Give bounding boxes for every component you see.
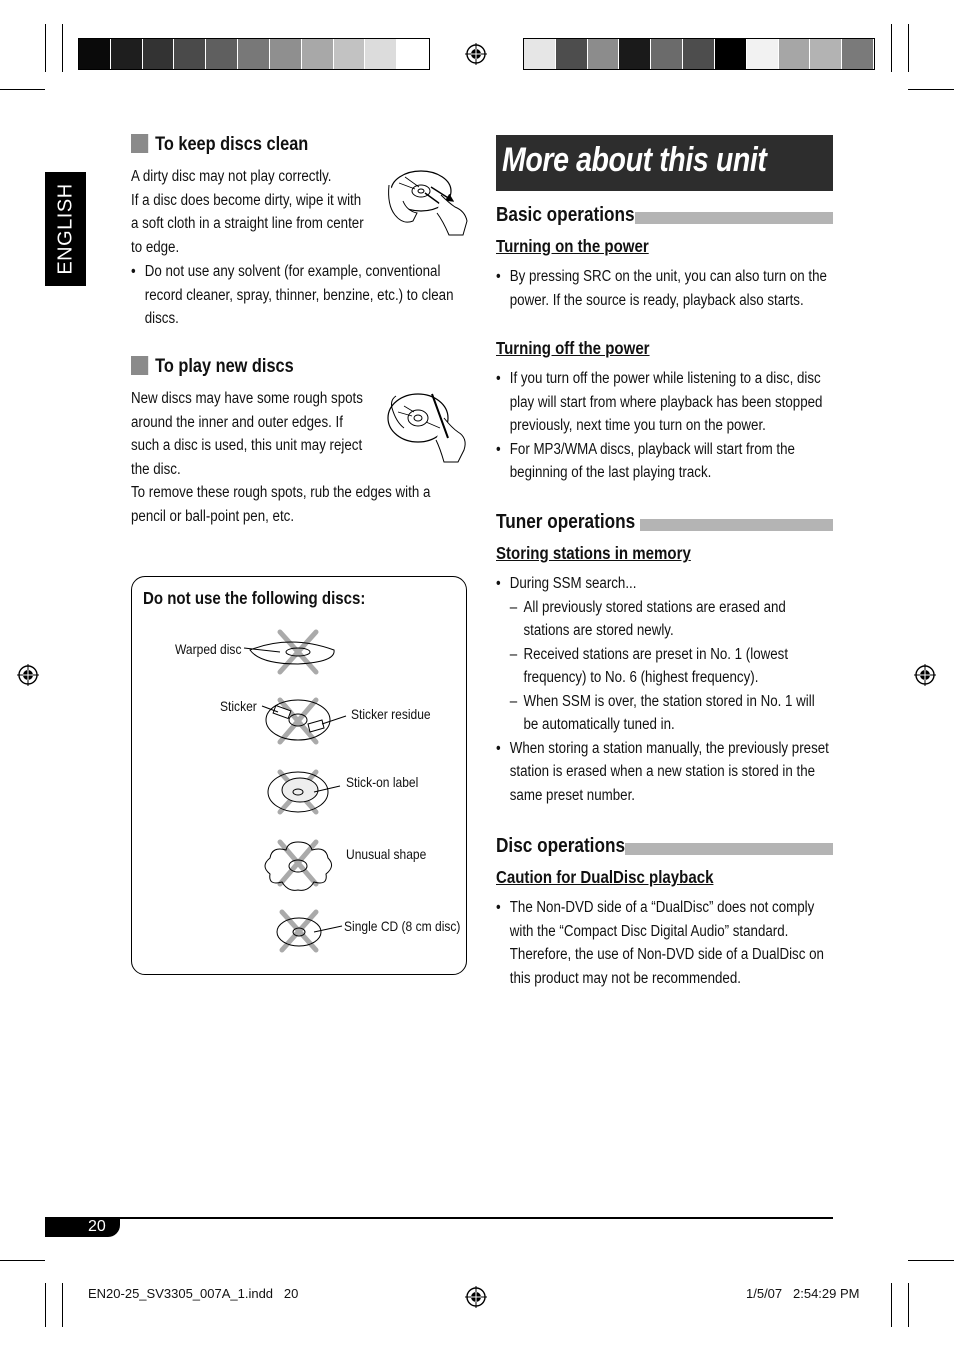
label-single-cd: Single CD (8 cm disc) bbox=[344, 918, 461, 934]
crop-mark bbox=[908, 1283, 909, 1327]
do-not-use-title: Do not use the following discs: bbox=[143, 588, 366, 608]
wipe-disc-illustration bbox=[385, 165, 469, 241]
crop-mark bbox=[62, 24, 63, 72]
crop-mark bbox=[0, 89, 45, 90]
footer-rule bbox=[45, 1217, 833, 1219]
color-swatch bbox=[206, 39, 238, 69]
new-discs-text: New discs may have some rough spots around the inner and outer edges. If such a disc is used, this unit may reject the disc. bbox=[131, 390, 363, 478]
pencil-disc-illustration bbox=[382, 388, 470, 464]
keep-clean-bullet: • Do not use any solvent (for example, conventional record cleaner, spray, thinner, benzine, etc.) to clean discs. bbox=[131, 260, 462, 331]
crop-mark bbox=[891, 24, 892, 72]
storing-stations-title: Storing stations in memory bbox=[496, 543, 691, 563]
color-swatch bbox=[174, 39, 206, 69]
color-swatch bbox=[397, 39, 429, 69]
keep-clean-text: A dirty disc may not play correctly. If a disc does become dirty, wipe it with a soft cloth in a straight line from center to edge. bbox=[131, 168, 364, 256]
registration-mark-icon bbox=[465, 1286, 487, 1308]
crop-mark bbox=[908, 24, 909, 72]
crop-mark bbox=[45, 24, 46, 72]
label-stick-on: Stick-on label bbox=[346, 774, 419, 790]
storing-stations-text: • During SSM search... – All previously stored stations are erased and stations are stored newly. – Received stations are preset in No. 1 (lowest frequency) to No. 6 (highest frequency). – When SSM is over, the station stored in No. 1 will be automatically tuned in. • When storing a station manually, the previously preset station is erased when a new station is stored in the same preset number. bbox=[496, 572, 831, 807]
heading-square-icon bbox=[131, 134, 148, 153]
heading-square-icon bbox=[131, 356, 148, 375]
page-number: 20 bbox=[88, 1218, 106, 1235]
color-swatch bbox=[683, 39, 715, 69]
slug-file: EN20-25_SV3305_007A_1.indd 20 bbox=[88, 1286, 299, 1301]
tuner-operations-heading: Tuner operations bbox=[496, 511, 833, 535]
registration-mark-icon bbox=[914, 664, 936, 686]
label-warped-disc: Warped disc bbox=[175, 641, 242, 657]
keep-clean-heading: To keep discs clean bbox=[131, 134, 308, 156]
turning-on-text: • By pressing SRC on the unit, you can also turn on the power. If the source is ready, playback also starts. bbox=[496, 265, 831, 312]
bad-discs-illustration bbox=[150, 620, 460, 965]
turning-off-text: • If you turn off the power while listening to a disc, disc play will start from where playback has been stopped previously, next time you turn on the power. • For MP3/WMA discs, playback will start from the beginning of the last playing track. bbox=[496, 367, 831, 485]
new-discs-para: To remove these rough spots, rub the edges with a pencil or ball-point pen, etc. bbox=[131, 484, 431, 525]
registration-mark-icon bbox=[17, 664, 39, 686]
crop-mark bbox=[0, 1260, 45, 1261]
language-label: ENGLISH bbox=[54, 183, 76, 275]
color-swatch bbox=[810, 39, 842, 69]
color-swatch bbox=[111, 39, 143, 69]
color-swatch bbox=[619, 39, 651, 69]
slug-datetime: 1/5/07 2:54:29 PM bbox=[746, 1286, 860, 1301]
color-swatch bbox=[79, 39, 111, 69]
color-swatch bbox=[651, 39, 683, 69]
basic-operations-heading: Basic operations bbox=[496, 204, 833, 228]
dualdisc-caution-text: • The Non-DVD side of a “DualDisc” does not comply with the “Compact Disc Digital Audio” standard. Therefore, the use of Non-DVD side of a DualDisc on this product may not be recommended. bbox=[496, 896, 831, 990]
dualdisc-caution-title: Caution for DualDisc playback bbox=[496, 867, 714, 887]
crop-mark bbox=[62, 1283, 63, 1327]
language-tab bbox=[45, 172, 86, 286]
registration-mark-icon bbox=[465, 43, 487, 65]
color-swatch bbox=[556, 39, 588, 69]
color-swatch bbox=[302, 39, 334, 69]
color-swatch bbox=[334, 39, 366, 69]
color-swatch bbox=[524, 39, 556, 69]
color-swatch bbox=[842, 39, 874, 69]
crop-mark bbox=[891, 1283, 892, 1327]
color-bar-right bbox=[523, 38, 875, 70]
new-discs-heading: To play new discs bbox=[131, 356, 294, 378]
color-swatch bbox=[588, 39, 620, 69]
color-swatch bbox=[143, 39, 175, 69]
color-swatch bbox=[238, 39, 270, 69]
color-swatch bbox=[270, 39, 302, 69]
label-unusual-shape: Unusual shape bbox=[346, 846, 427, 862]
crop-mark bbox=[908, 89, 954, 90]
disc-operations-heading: Disc operations bbox=[496, 835, 833, 859]
crop-mark bbox=[45, 1283, 46, 1327]
label-sticker-residue: Sticker residue bbox=[351, 706, 431, 722]
crop-mark bbox=[908, 1260, 954, 1261]
color-swatch bbox=[747, 39, 779, 69]
color-swatch bbox=[779, 39, 811, 69]
color-swatch bbox=[365, 39, 397, 69]
page-title: More about this unit bbox=[502, 141, 767, 179]
turning-off-title: Turning off the power bbox=[496, 338, 650, 358]
label-sticker: Sticker bbox=[220, 698, 257, 714]
color-swatch bbox=[715, 39, 747, 69]
color-bar-left bbox=[78, 38, 430, 70]
turning-on-title: Turning on the power bbox=[496, 236, 649, 256]
page-number-tab bbox=[45, 1218, 120, 1237]
title-banner bbox=[496, 135, 833, 191]
